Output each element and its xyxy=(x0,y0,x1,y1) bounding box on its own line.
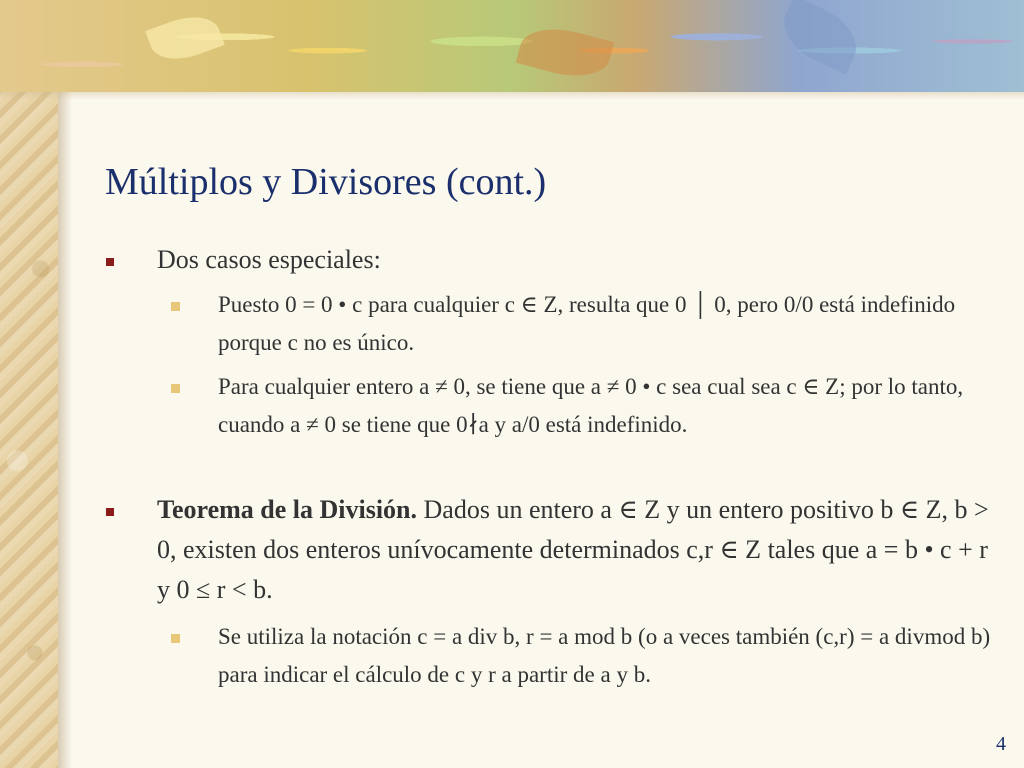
bullet-marker xyxy=(106,508,114,516)
theorem-heading: Teorema de la División. xyxy=(157,495,418,524)
leaf-decoration xyxy=(773,0,867,75)
page-number: 4 xyxy=(996,733,1006,755)
sub-bullet-text: Se utiliza la notación c = a div b, r = a mod b (o a veces también (c,r) = a divmod b) para indicar el cálculo de c y r a partir de a y b. xyxy=(218,624,991,687)
bullet-marker xyxy=(106,258,114,266)
bullet-text: Dos casos especiales: xyxy=(157,245,381,274)
strip-shadow xyxy=(58,0,72,768)
parchment-strip xyxy=(0,0,58,768)
leaf-decoration xyxy=(516,19,615,86)
decorative-banner xyxy=(0,0,1024,92)
sub-bullet-text: Puesto 0 = 0 • c para cualquier c ∈ Z, resulta que 0 │ 0, pero 0/0 está indefinido porque c no es único. xyxy=(218,292,956,355)
theorem-text xyxy=(157,490,997,610)
banner-shadow xyxy=(0,92,1024,100)
sub-bullet-marker xyxy=(171,634,180,643)
slide-title: Múltiplos y Divisores (cont.) xyxy=(105,161,547,203)
leaf-decoration xyxy=(145,7,224,69)
theorem-body: Dados un entero a ∈ Z y un entero positivo b ∈ Z, b > 0, existen dos enteros unívocamente determinados c,r ∈ Z tales que a = b • c + r y 0 ≤ r < b. xyxy=(157,495,989,604)
sub-bullet-marker xyxy=(171,384,180,393)
sub-bullet-text: Para cualquier entero a ≠ 0, se tiene que a ≠ 0 • c sea cual sea c ∈ Z; por lo tanto, cuando a ≠ 0 se tiene que 0∤a y a/0 está indefinido. xyxy=(218,374,964,437)
sub-bullet-marker xyxy=(171,302,180,311)
